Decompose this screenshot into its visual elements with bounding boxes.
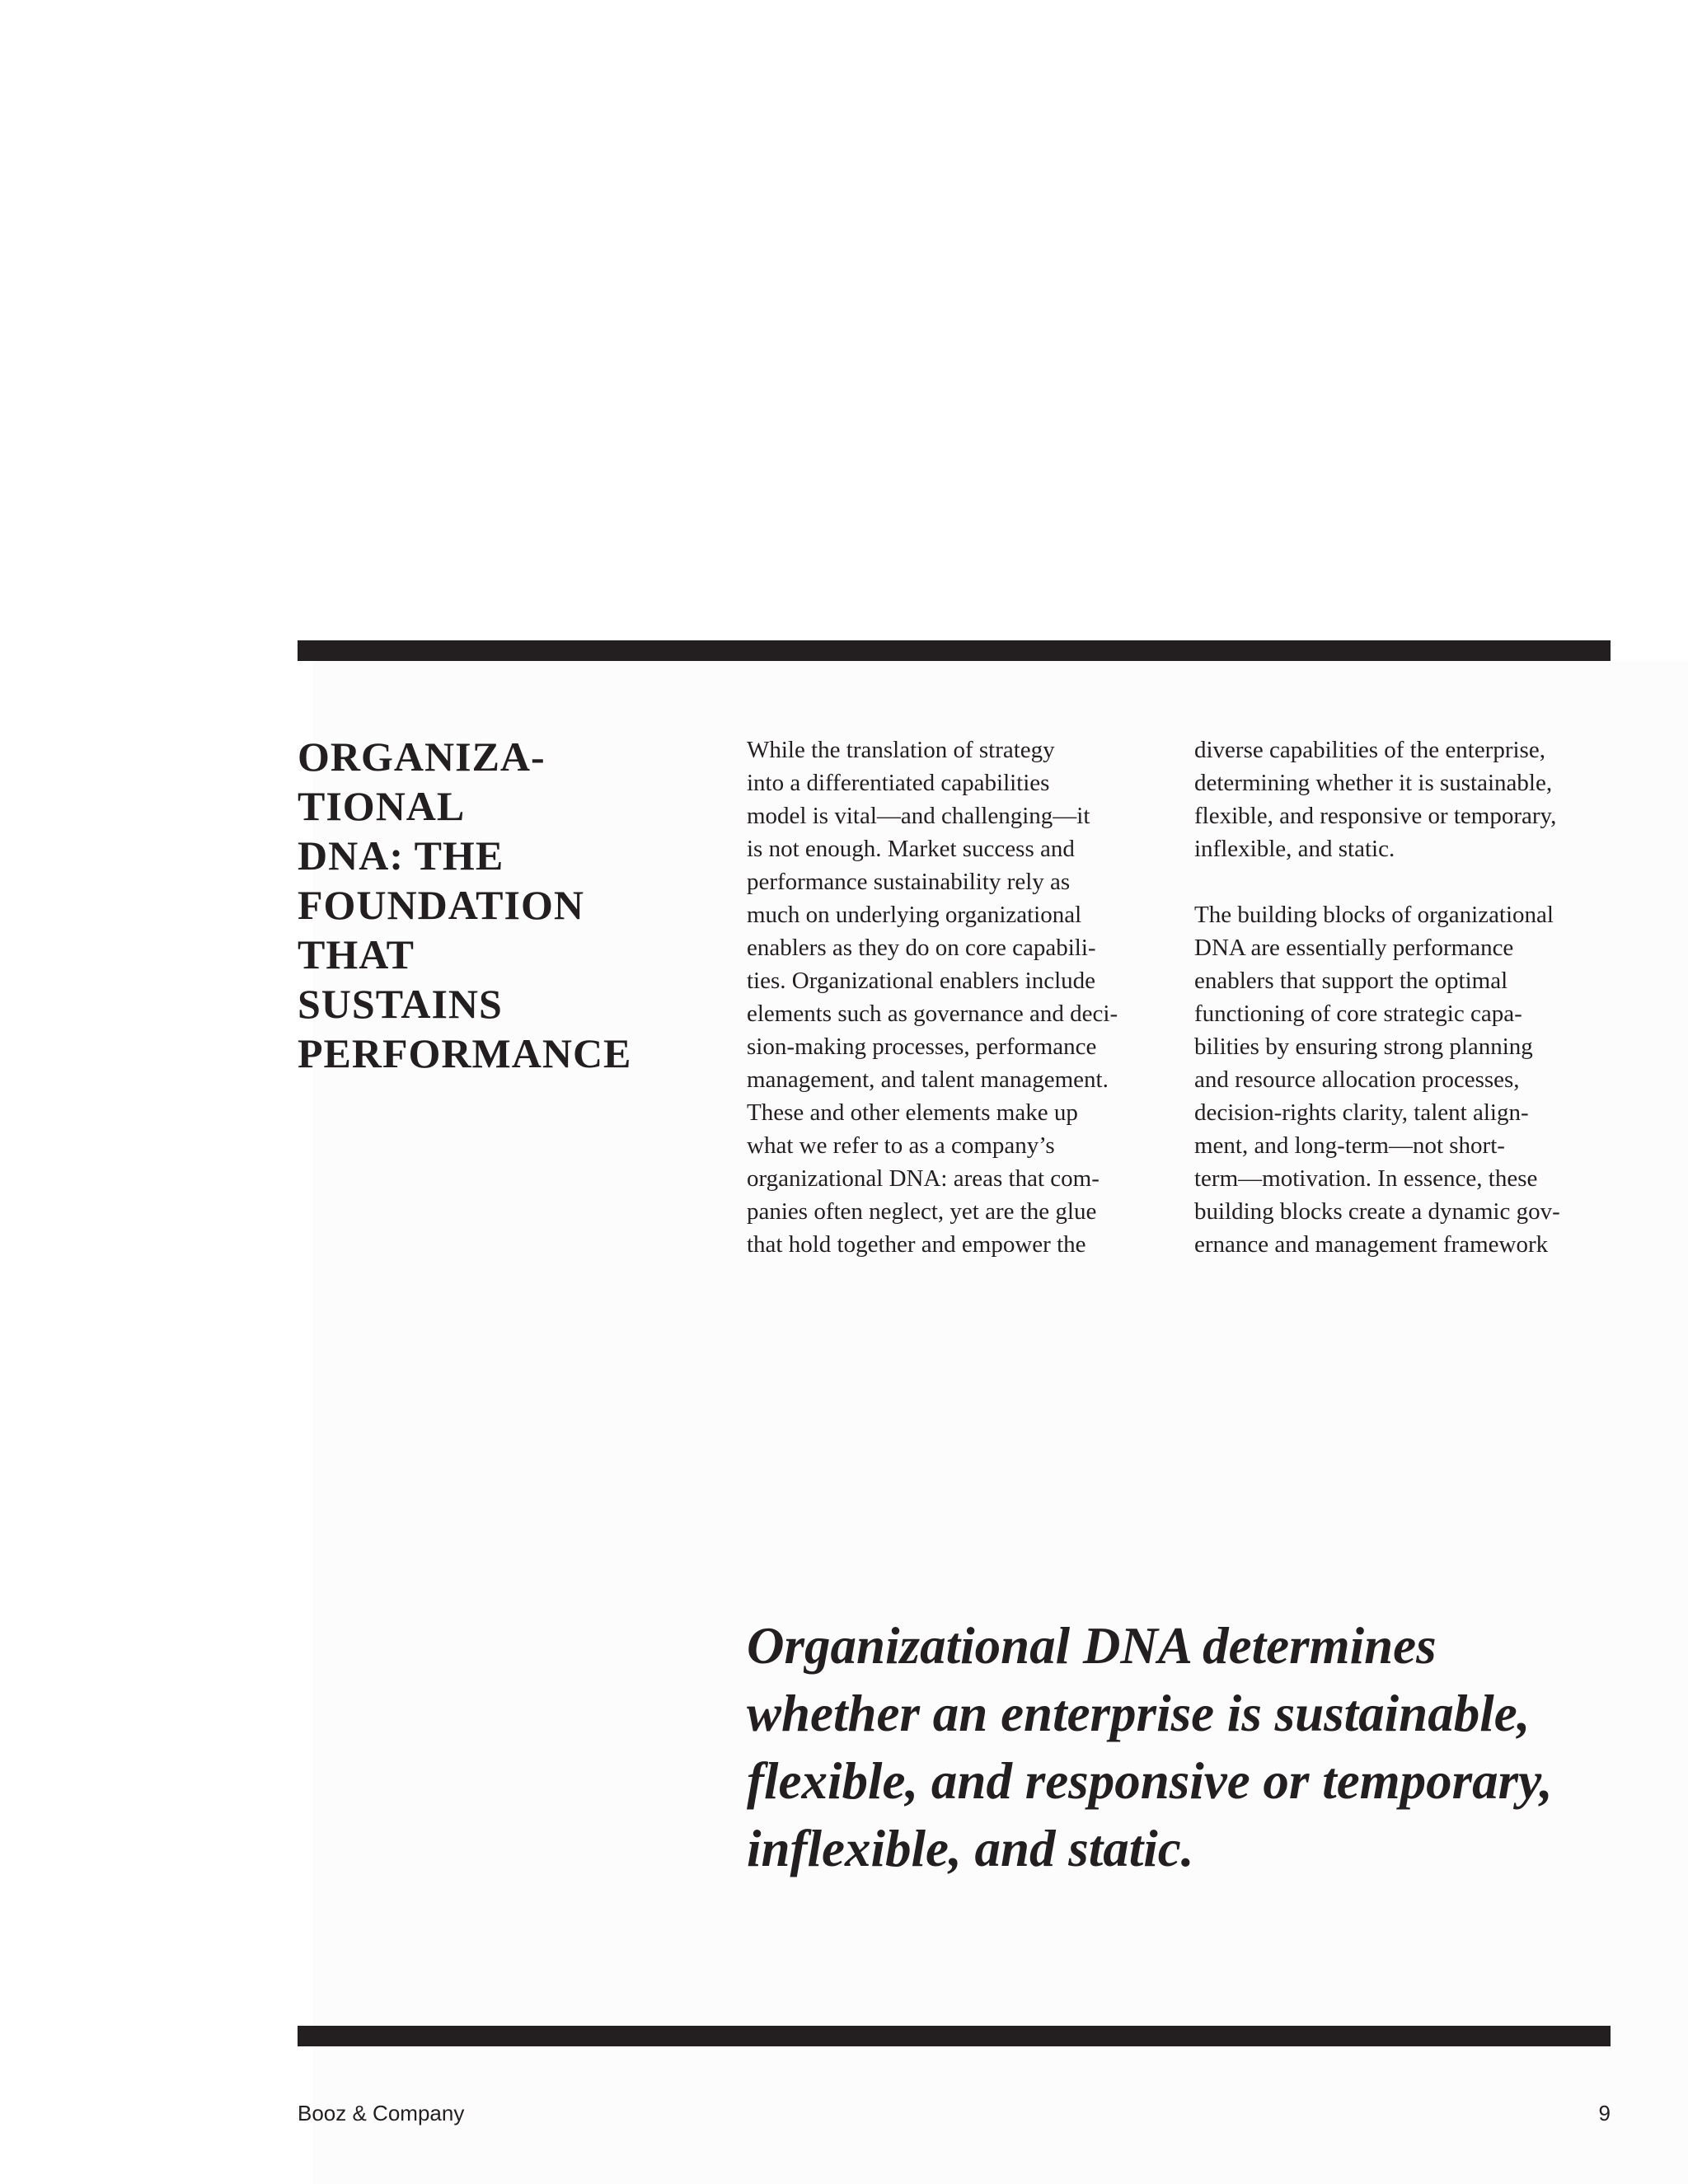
bottom-rule bbox=[298, 2026, 1611, 2046]
body-text-line: term—motivation. In essence, these bbox=[1194, 1165, 1538, 1192]
pull-quote-line: Organizational DNA determines bbox=[747, 1617, 1437, 1675]
page-number: 9 bbox=[1598, 2101, 1611, 2125]
body-text-line: ties. Organizational enablers include bbox=[747, 968, 1096, 994]
body-text-line: inflexible, and static. bbox=[1194, 836, 1395, 862]
top-rule bbox=[298, 640, 1611, 661]
body-text-line: much on underlying organizational bbox=[747, 902, 1082, 928]
body-text-line: building blocks create a dynamic gov- bbox=[1194, 1198, 1560, 1225]
body-text-line: and resource allocation processes, bbox=[1194, 1066, 1520, 1093]
section-title-line: THAT bbox=[298, 931, 415, 977]
body-text-line: functioning of core strategic capa- bbox=[1194, 1001, 1522, 1027]
body-text-line: DNA are essentially performance bbox=[1194, 935, 1514, 961]
body-text-line: is not enough. Market success and bbox=[747, 836, 1075, 862]
body-text-line: While the translation of strategy bbox=[747, 737, 1055, 763]
pull-quote-line: whether an enterprise is sustainable, bbox=[747, 1685, 1531, 1742]
body-column-1 bbox=[747, 733, 1175, 1261]
pull-quote-line: flexible, and responsive or temporary, bbox=[747, 1752, 1553, 1810]
body-text-line: determining whether it is sustainable, bbox=[1194, 770, 1553, 796]
body-text-line: ment, and long-term—not short- bbox=[1194, 1132, 1505, 1159]
body-text-line: flexible, and responsive or temporary, bbox=[1194, 803, 1557, 829]
body-text-line: organizational DNA: areas that com- bbox=[747, 1165, 1100, 1192]
body-text-line: panies often neglect, yet are the glue bbox=[747, 1198, 1097, 1225]
footer-company: Booz & Company bbox=[298, 2101, 465, 2125]
section-title-line: DNA: THE bbox=[298, 832, 504, 879]
pull-quote-line: inflexible, and static. bbox=[747, 1820, 1194, 1877]
pull-quote bbox=[747, 1612, 1612, 1882]
section-title-line: ORGANIZA- bbox=[298, 733, 546, 780]
section-title-line: SUSTAINS bbox=[298, 981, 503, 1027]
body-text-line: sion-making processes, performance bbox=[747, 1033, 1097, 1060]
section-title-line: PERFORMANCE bbox=[298, 1030, 632, 1076]
section-title-line: FOUNDATION bbox=[298, 882, 584, 928]
body-text-line: enablers that support the optimal bbox=[1194, 968, 1508, 994]
body-text-line: bilities by ensuring strong planning bbox=[1194, 1033, 1533, 1060]
body-text-line: diverse capabilities of the enterprise, bbox=[1194, 737, 1545, 763]
body-text-line: These and other elements make up bbox=[747, 1099, 1078, 1126]
body-text-line: what we refer to as a company’s bbox=[747, 1132, 1055, 1159]
body-text-line: ernance and management framework bbox=[1194, 1231, 1549, 1258]
paragraph-gap bbox=[1194, 865, 1623, 898]
section-title bbox=[298, 732, 685, 1078]
body-text-line: elements such as governance and deci- bbox=[747, 1001, 1118, 1027]
body-column-2 bbox=[1194, 733, 1623, 1261]
body-text-line: into a differentiated capabilities bbox=[747, 770, 1050, 796]
body-text-line: model is vital—and challenging—it bbox=[747, 803, 1090, 829]
body-text-line: decision-rights clarity, talent align- bbox=[1194, 1099, 1529, 1126]
body-text-line: management, and talent management. bbox=[747, 1066, 1109, 1093]
body-text-line: enablers as they do on core capabili- bbox=[747, 935, 1096, 961]
body-text-line: that hold together and empower the bbox=[747, 1231, 1086, 1258]
body-text-line: The building blocks of organizational bbox=[1194, 902, 1554, 928]
body-text-line: performance sustainability rely as bbox=[747, 869, 1071, 895]
section-title-line: TIONAL bbox=[298, 783, 466, 829]
